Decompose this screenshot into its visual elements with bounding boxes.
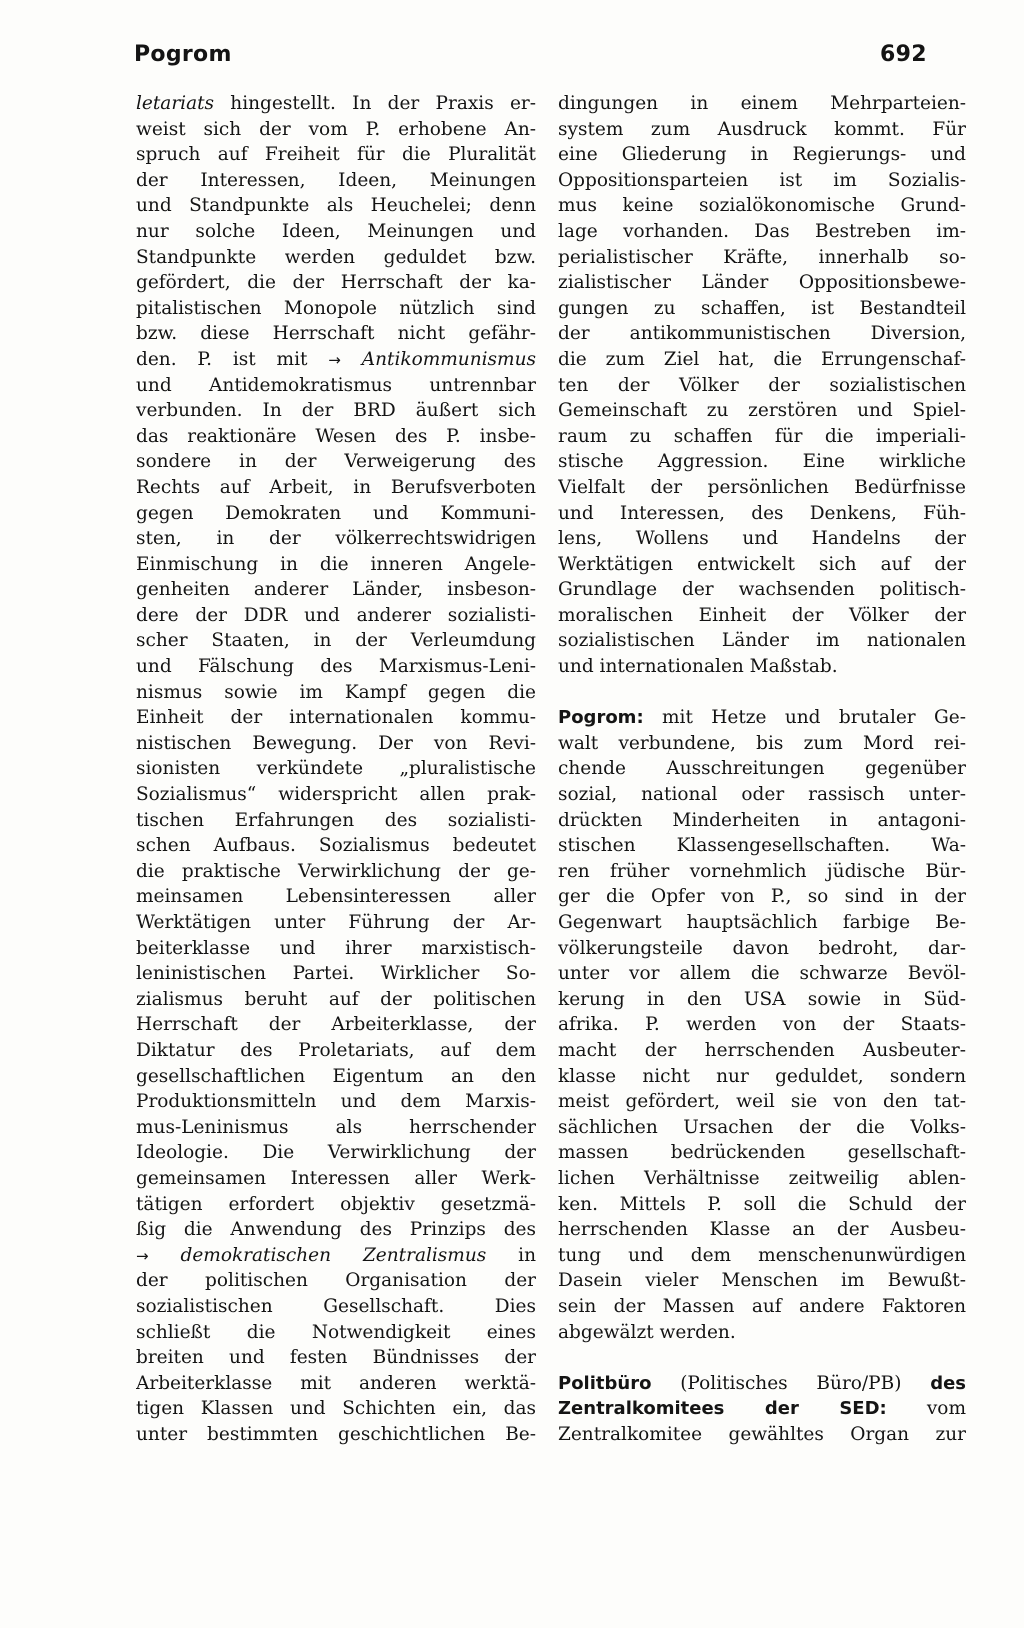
text-line: sozial, national oder rassisch unter- [558,784,966,806]
text-line: leninistischen Partei. Wirklicher So- [136,963,536,985]
text-line: nismus sowie im Kampf gegen die [136,681,536,703]
text-run: vom [886,1398,966,1420]
text-line: der Interessen, Ideen, Meinungen [136,169,536,191]
text-line: perialistischer Kräfte, innerhalb so- [558,246,966,268]
text-line: Einheit der internationalen kommu- [136,707,536,729]
text-column-left [136,91,536,1447]
text-line: Dasein vieler Menschen im Bewußt- [558,1270,966,1292]
text-line: lichen Verhältnisse zeitweilig ablen- [558,1167,966,1189]
text-line: eine Gliederung in Regierungs- und [558,144,966,166]
text-line: raum zu schaffen für die imperiali- [558,425,966,447]
text-line: walt verbundene, bis zum Mord rei- [558,732,966,754]
entry-term: Pogrom: [558,707,644,729]
text-line: unter bestimmten geschichtlichen Be- [136,1423,536,1445]
paragraph-gap [558,680,966,706]
text-line: macht der herrschenden Ausbeuter- [558,1039,966,1061]
text-line: Herrschaft der Arbeiterklasse, der [136,1014,536,1036]
text-line: bzw. diese Herrschaft nicht gefähr- [136,323,536,345]
text-line: und Antidemokratismus untrennbar [136,374,536,396]
text-line: und Fälschung des Marxismus-Leni- [136,656,536,678]
text-line: Werktätigen entwickelt sich auf der [558,553,966,575]
text-line [136,91,536,117]
text-line: ren früher vornehmlich jüdische Bür- [558,860,966,882]
running-head-title: Pogrom [134,42,232,67]
text-line [558,705,966,731]
text-line: nistischen Bewegung. Der von Revi- [136,732,536,754]
text-line: drückten Minderheiten in antagoni- [558,809,966,831]
text-line: spruch auf Freiheit für die Pluralität [136,144,536,166]
text-line: afrika. P. werden von der Staats- [558,1014,966,1036]
text-run: mit Hetze und brutaler Ge- [643,707,966,729]
text-line: Diktatur des Proletariats, auf dem [136,1039,536,1061]
text-line: ger die Opfer von P., so sind in der [558,886,966,908]
text-line: ten der Völker der sozialistischen [558,374,966,396]
text-line: mus keine sozialökonomische Grund- [558,195,966,217]
text-line: unter vor allem die schwarze Bevöl- [558,963,966,985]
text-line: sächlichen Ursachen der die Volks- [558,1116,966,1138]
text-line: verbunden. In der BRD äußert sich [136,400,536,422]
text-run [149,1245,181,1266]
paragraph-gap [558,1345,966,1371]
text-line: nur solche Ideen, Meinungen und [136,220,536,242]
text-line: die zum Ziel hat, die Errungenschaf- [558,348,966,370]
text-line: Rechts auf Arbeit, in Berufsverboten [136,476,536,498]
text-line: klasse nicht nur geduldet, sondern [558,1065,966,1087]
text-column-right [558,91,966,1447]
text-line: Sozialismus“ widerspricht allen prak- [136,784,536,806]
text-line: scher Staaten, in der Verleumdung [136,630,536,652]
text-line: Standpunkte werden geduldet bzw. [136,246,536,268]
cross-reference-arrow-icon: → [328,350,341,369]
text-line: mus-Leninismus als herrschender [136,1116,536,1138]
text-line: schen Aufbaus. Sozialismus bedeutet [136,835,536,857]
text-line: das reaktionäre Wesen des P. insbe- [136,425,536,447]
text-line: gungen zu schaffen, ist Bestandteil [558,297,966,319]
text-line: massen bedrückenden gesellschaft- [558,1142,966,1164]
text-line: zialismus beruht auf der politischen [136,988,536,1010]
text-line: herrschenden Klasse an der Ausbeu- [558,1219,966,1241]
text-line: sein der Massen auf andere Faktoren [558,1295,966,1317]
text-run-italic: letariats [136,93,215,114]
text-line: Gegenwart hauptsächlich farbige Be- [558,912,966,933]
text-line: beiterklasse und ihrer marxistisch- [136,937,536,959]
text-line: abgewälzt werden. [558,1321,736,1343]
text-line: meinsamen Lebensinteressen aller [136,886,536,908]
entry-term: Politbüro [558,1372,652,1394]
text-line: Arbeiterklasse mit anderen werktä- [136,1372,536,1394]
text-line: Gemeinschaft zu zerstören und Spiel- [558,400,966,422]
text-line: Oppositionsparteien ist im Sozialis- [558,169,966,191]
entry-term: Zentralkomitees der SED: [558,1398,887,1420]
text-line: Ideologie. Die Verwirklichung der [136,1142,536,1164]
text-line: stische Aggression. Eine wirkliche [558,451,966,473]
text-line [558,1371,966,1397]
text-line: völkerungsteile davon bedroht, dar- [558,937,966,959]
text-line: Werktätigen unter Führung der Ar- [136,912,536,933]
text-line: Produktionsmitteln und dem Marxis- [136,1091,536,1113]
text-line: pitalistischen Monopole nützlich sind [136,297,536,319]
text-line: gemeinsamen Interessen aller Werk- [136,1167,536,1189]
text-line: sondere in der Verweigerung des [136,451,536,473]
page-number: 692 [880,42,927,67]
cross-reference-link[interactable]: Antikommunismus [361,348,536,370]
text-line: der politischen Organisation der [136,1270,536,1292]
text-line: tigen Klassen und Schichten ein, das [136,1398,536,1420]
text-line: tung und dem menschenunwürdigen [558,1244,966,1266]
text-line: ken. Mittels P. soll die Schuld der [558,1193,966,1215]
text-line: und internationalen Maßstab. [558,656,838,678]
text-line: schließt die Notwendigkeit eines [136,1321,536,1343]
text-line: weist sich der vom P. erhobene An- [136,118,536,140]
text-run: hingestellt. In der Praxis er- [214,93,536,114]
text-line: genheiten anderer Länder, insbeson- [136,579,536,601]
text-line [136,347,536,373]
text-line: meist gefördert, weil sie von den tat- [558,1091,966,1113]
text-line: ßig die Anwendung des Prinzips des [136,1219,536,1241]
text-line: sozialistischen Länder im nationalen [558,630,966,652]
text-line: system zum Ausdruck kommt. Für [558,118,966,140]
text-line: breiten und festen Bündnisses der [136,1347,536,1369]
text-line: sionisten verkündete „pluralistische [136,758,536,780]
text-line: chende Ausschreitungen gegenüber [558,758,966,780]
text-line: gesellschaftlichen Eigentum an den [136,1065,536,1087]
text-run: (Politisches Büro/PB) [651,1372,931,1394]
entry-term: des [930,1372,966,1394]
text-line: moralischen Einheit der Völker der [558,604,966,626]
cross-reference-arrow-icon: → [136,1246,149,1265]
text-run [341,349,362,370]
text-line: dere der DDR und anderer sozialisti- [136,604,536,626]
text-line [558,1396,966,1422]
text-line: und Standpunkte als Heuchelei; denn [136,195,536,217]
text-line: gefördert, die der Herrschaft der ka- [136,272,536,294]
text-line: sozialistischen Gesellschaft. Dies [136,1295,536,1317]
text-line: Einmischung in die inneren Angele- [136,553,536,575]
text-line: Vielfalt der persönlichen Bedürfnisse [558,476,966,498]
text-line: stischen Klassengesellschaften. Wa- [558,835,966,857]
text-line: und Interessen, des Denkens, Füh- [558,502,966,524]
text-run: den. P. ist mit [136,348,329,370]
text-line: lage vorhanden. Das Bestreben im- [558,220,966,242]
text-line: gegen Demokraten und Kommuni- [136,502,536,524]
text-line: der antikommunistischen Diversion, [558,323,966,345]
text-line: sten, in der völkerrechtswidrigen [136,528,536,550]
text-line: die praktische Verwirklichung der ge- [136,860,536,882]
text-line: zialistischer Länder Oppositionsbewe- [558,272,966,294]
text-line: Grundlage der wachsenden politisch- [558,579,966,601]
text-run: in [486,1244,536,1266]
text-line: tätigen erfordert objektiv gesetzmä- [136,1193,536,1215]
text-line: Zentralkomitee gewähltes Organ zur [558,1423,966,1445]
text-line: kerung in den USA sowie in Süd- [558,988,966,1010]
text-line: tischen Erfahrungen des sozialisti- [136,809,536,831]
text-line [136,1243,536,1269]
cross-reference-link[interactable]: demokratischen Zentralismus [180,1244,487,1266]
text-line: lens, Wollens und Handelns der [558,528,966,550]
text-line: dingungen in einem Mehrparteien- [558,93,966,114]
